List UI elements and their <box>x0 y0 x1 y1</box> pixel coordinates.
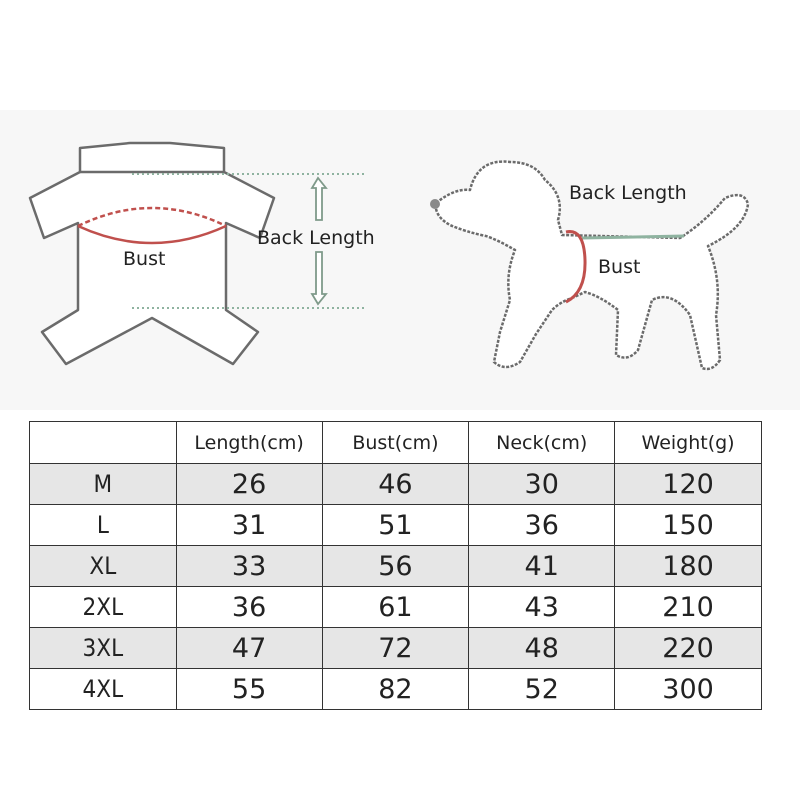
header-length: Length(cm) <box>176 422 322 464</box>
weight-cell: 220 <box>615 628 762 669</box>
size-cell: M <box>30 464 177 505</box>
weight-cell: 180 <box>615 546 762 587</box>
weight-cell: 150 <box>615 505 762 546</box>
header-neck: Neck(cm) <box>469 422 615 464</box>
size-cell: L <box>30 505 177 546</box>
table-row <box>30 546 762 587</box>
garment-bust-label: Bust <box>123 248 166 270</box>
size-chart-table <box>29 421 762 710</box>
size-cell: 4XL <box>30 669 177 710</box>
length-cell: 31 <box>176 505 322 546</box>
bust-cell: 46 <box>322 464 469 505</box>
dog-nose <box>430 199 440 209</box>
neck-cell: 43 <box>469 587 615 628</box>
length-cell: 26 <box>176 464 322 505</box>
size-cell: 3XL <box>30 628 177 669</box>
dog-back-length-label: Back Length <box>569 182 687 204</box>
length-cell: 55 <box>176 669 322 710</box>
bust-cell: 51 <box>322 505 469 546</box>
dog-bust-label: Bust <box>598 256 641 278</box>
length-cell: 36 <box>176 587 322 628</box>
dog-back-length-measure <box>582 236 684 238</box>
table-row <box>30 505 762 546</box>
table-row <box>30 669 762 710</box>
bust-cell: 82 <box>322 669 469 710</box>
neck-cell: 52 <box>469 669 615 710</box>
length-cell: 47 <box>176 628 322 669</box>
weight-cell: 210 <box>615 587 762 628</box>
bust-cell: 72 <box>322 628 469 669</box>
bust-cell: 56 <box>322 546 469 587</box>
table-row <box>30 628 762 669</box>
table-row <box>30 464 762 505</box>
size-illustration <box>0 110 800 410</box>
weight-cell: 120 <box>615 464 762 505</box>
header-weight: Weight(g) <box>615 422 762 464</box>
neck-cell: 48 <box>469 628 615 669</box>
bust-cell: 61 <box>322 587 469 628</box>
length-cell: 33 <box>176 546 322 587</box>
size-cell: XL <box>30 546 177 587</box>
garment-back-length-label: Back Length <box>257 227 375 249</box>
table-row <box>30 587 762 628</box>
neck-cell: 41 <box>469 546 615 587</box>
weight-cell: 300 <box>615 669 762 710</box>
header-bust: Bust(cm) <box>322 422 469 464</box>
size-cell: 2XL <box>30 587 177 628</box>
neck-cell: 30 <box>469 464 615 505</box>
neck-cell: 36 <box>469 505 615 546</box>
header-size <box>30 422 177 464</box>
table-header-row <box>30 422 762 464</box>
measurement-diagram <box>0 110 800 410</box>
